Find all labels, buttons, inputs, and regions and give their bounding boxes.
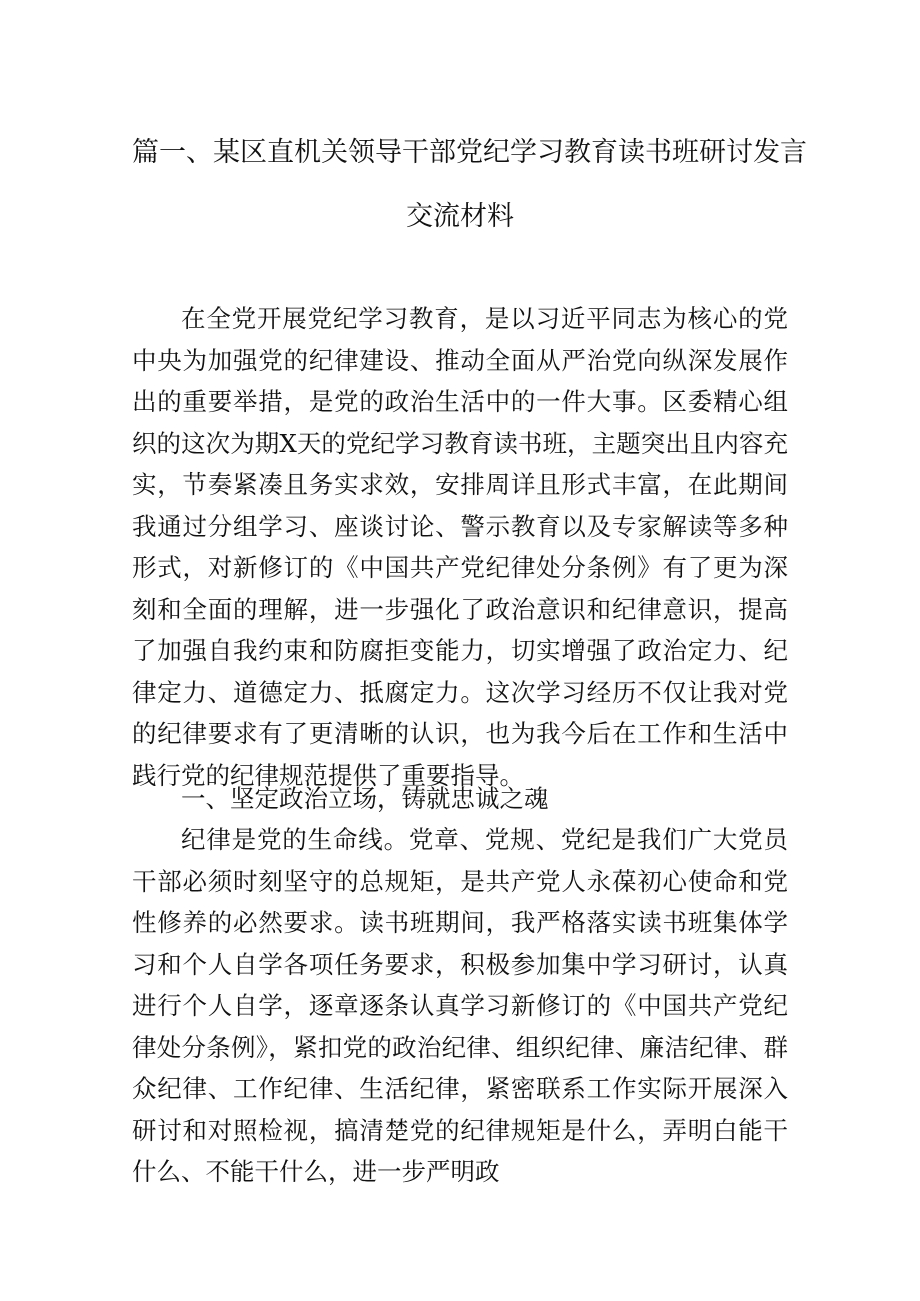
- intro-paragraph: 在全党开展党纪学习教育，是以习近平同志为核心的党中央为加强党的纪律建设、推动全面从严治党向纵深发展作出的重要举措，是党的政治生活中的一件大事。区委精心组织的这次为期X天的党纪学习教育读书班，主题突出且内容充实，节奏紧凑且务实求效，安排周详且形式丰富，在此期间我通过分组学习、座谈讨论、警示教育以及专家解读等多种形式，对新修订的《中国共产党纪律处分条例》有了更为深刻和全面的理解，进一步强化了政治意识和纪律意识，提高了加强自我约束和防腐拒变能力，切实增强了政治定力、纪律定力、道德定力、抵腐定力。这次学习经历不仅让我对党的纪律要求有了更清晰的认识，也为我今后在工作和生活中践行党的纪律规范提供了重要指导。: [132, 304, 788, 790]
- document-title-line-2: 交流材料: [406, 201, 514, 232]
- section-heading-1: 一、坚定政治立场，铸就忠诚之魂: [181, 784, 549, 813]
- document-title-line-1: 篇一、某区直机关领导干部党纪学习教育读书班研讨发言: [132, 137, 807, 168]
- section-1-paragraph: 纪律是党的生命线。党章、党规、党纪是我们广大党员干部必须时刻坚守的总规矩，是共产党人永葆初心使命和党性修养的必然要求。读书班期间，我严格落实读书班集体学习和个人自学各项任务要求，积极参加集中学习研讨，认真进行个人自学，逐章逐条认真学习新修订的《中国共产党纪律处分条例》，紧扣党的政治纪律、组织纪律、廉洁纪律、群众纪律、工作纪律、生活纪律，紧密联系工作实际开展深入研讨和对照检视，搞清楚党的纪律规矩是什么，弄明白能干什么、不能干什么，进一步严明政: [132, 825, 788, 1186]
